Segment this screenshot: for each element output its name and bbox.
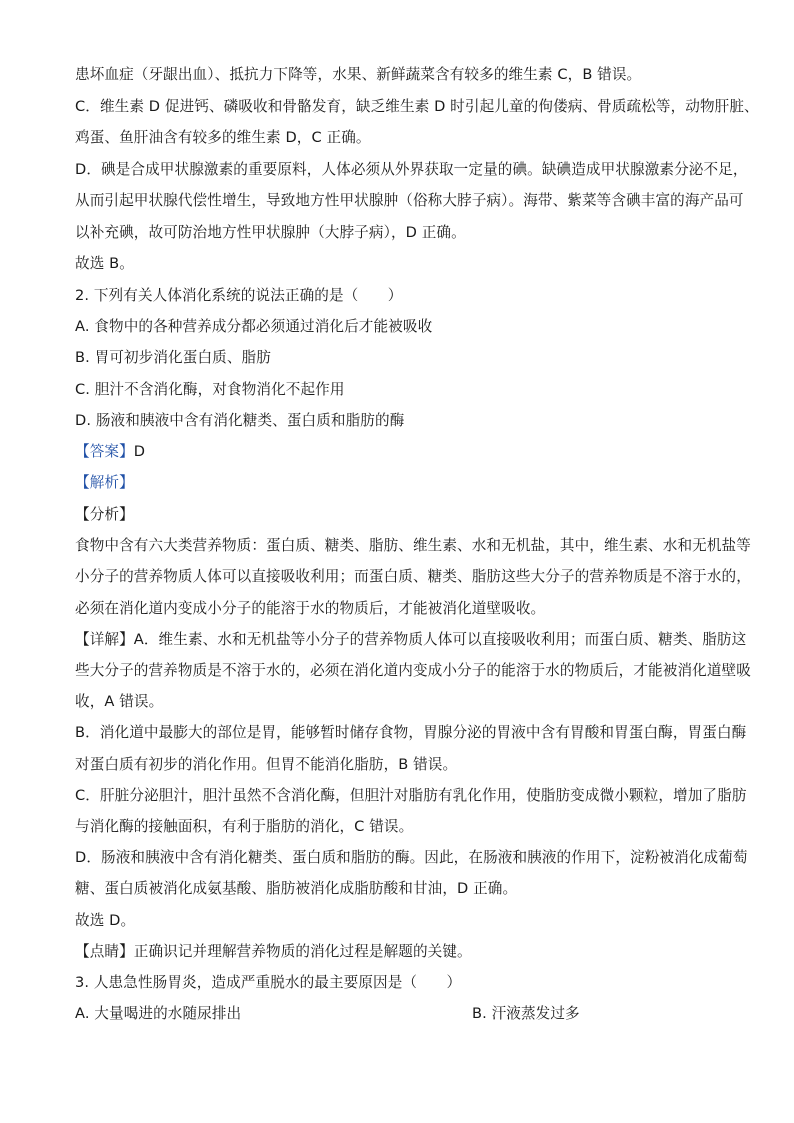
- text-line: 故选 B。: [75, 255, 134, 272]
- tip-text: 正确识记并理解营养物质的消化过程是解题的关键。: [133, 943, 472, 960]
- tip-line: [75, 942, 725, 962]
- detail-text: 与消化酶的接触面积，有利于脂肪的消化，C 错误。: [75, 818, 414, 835]
- answer-line: [75, 442, 725, 462]
- question-3-option-a: A. 大量喝进的水随尿排出: [75, 1005, 242, 1022]
- analysis-tag: 【解析】: [75, 474, 134, 491]
- analysis-line: [75, 473, 725, 493]
- text-line: C．维生素 D 促进钙、磷吸收和骨骼发育，缺乏维生素 D 时引起儿童的佝偻病、骨质疏松等，动物肝脏、: [75, 98, 759, 115]
- tip-tag: 【点睛】: [75, 943, 134, 960]
- detail-text: 对蛋白质有初步的消化作用。但胃不能消化脂肪，B 错误。: [75, 756, 458, 773]
- detail-tag: 【详解】: [75, 631, 134, 648]
- fenxi-line: [75, 505, 725, 525]
- question-2-stem: 2. 下列有关人体消化系统的说法正确的是（ ）: [75, 287, 403, 304]
- question-2-option-d: D. 肠液和胰液中含有消化糖类、蛋白质和脂肪的酶: [75, 412, 405, 429]
- detail-text: C．肝脏分泌胆汁，胆汁虽然不含消化酶，但胆汁对脂肪有乳化作用，使脂肪变成微小颗粒，增加了脂肪: [75, 787, 747, 804]
- analysis-text: 食物中含有六大类营养物质：蛋白质、糖类、脂肪、维生素、水和无机盐，其中，维生素、水和无机盐等: [75, 537, 751, 554]
- question-2-option-b: B. 胃可初步消化蛋白质、脂肪: [75, 349, 271, 366]
- question-3-options: [75, 1004, 725, 1024]
- detail-text: B．消化道中最膨大的部位是胃，能够暂时储存食物，胃腺分泌的胃液中含有胃酸和胃蛋白酶，胃蛋白酶: [75, 724, 747, 741]
- answer-value: D: [133, 443, 146, 460]
- analysis-text: 必须在消化道内变成小分子的能溶于水的物质后，才能被消化道壁吸收。: [75, 600, 546, 617]
- detail-text: D．肠液和胰液中含有消化糖类、蛋白质和脂肪的酶。因此，在肠液和胰液的作用下，淀粉被消化成葡萄: [75, 849, 748, 866]
- question-2-option-c: C. 胆汁不含消化酶，对食物消化不起作用: [75, 381, 345, 398]
- detail-text: 些大分子的营养物质是不溶于水的，必须在消化道内变成小分子的能溶于水的物质后，才能被消化道壁吸: [75, 662, 751, 679]
- question-2-option-a: A. 食物中的各种营养成分都必须通过消化后才能被吸收: [75, 318, 433, 335]
- text-line: 从而引起甲状腺代偿性增生，导致地方性甲状腺肿（俗称大脖子病）。海带、紫菜等含碘丰富的海产品可: [75, 192, 744, 209]
- analysis-text: 小分子的营养物质人体可以直接吸收利用；而蛋白质、糖类、脂肪这些大分子的营养物质是不溶于水的，: [75, 568, 751, 585]
- text-line: D．碘是合成甲状腺激素的重要原料，人体必须从外界获取一定量的碘。缺碘造成甲状腺激素分泌不足，: [75, 161, 748, 178]
- detail-text: 故选 D。: [75, 912, 136, 929]
- fenxi-tag: 【分析】: [75, 506, 134, 523]
- detail-text: A．维生素、水和无机盐等小分子的营养物质人体可以直接吸收利用；而蛋白质、糖类、脂肪这: [133, 631, 747, 648]
- answer-tag: 【答案】: [75, 443, 134, 460]
- text-line: 以补充碘，故可防治地方性甲状腺肿（大脖子病），D 正确。: [75, 224, 466, 241]
- detail-text: 糖、蛋白质被消化成氨基酸、脂肪被消化成脂肪酸和甘油，D 正确。: [75, 880, 518, 897]
- detail-text: 收，A 错误。: [75, 693, 164, 710]
- detail-first-line: [75, 630, 747, 650]
- question-3-option-b: B. 汗液蒸发过多: [472, 1005, 580, 1022]
- text-line: 患坏血症（牙龈出血）、抵抗力下降等，水果、新鲜蔬菜含有较多的维生素 C，B 错误。: [75, 66, 642, 83]
- question-3-stem: 3. 人患急性肠胃炎，造成严重脱水的最主要原因是（ ）: [75, 974, 462, 991]
- text-line: 鸡蛋、鱼肝油含有较多的维生素 D，C 正确。: [75, 129, 371, 146]
